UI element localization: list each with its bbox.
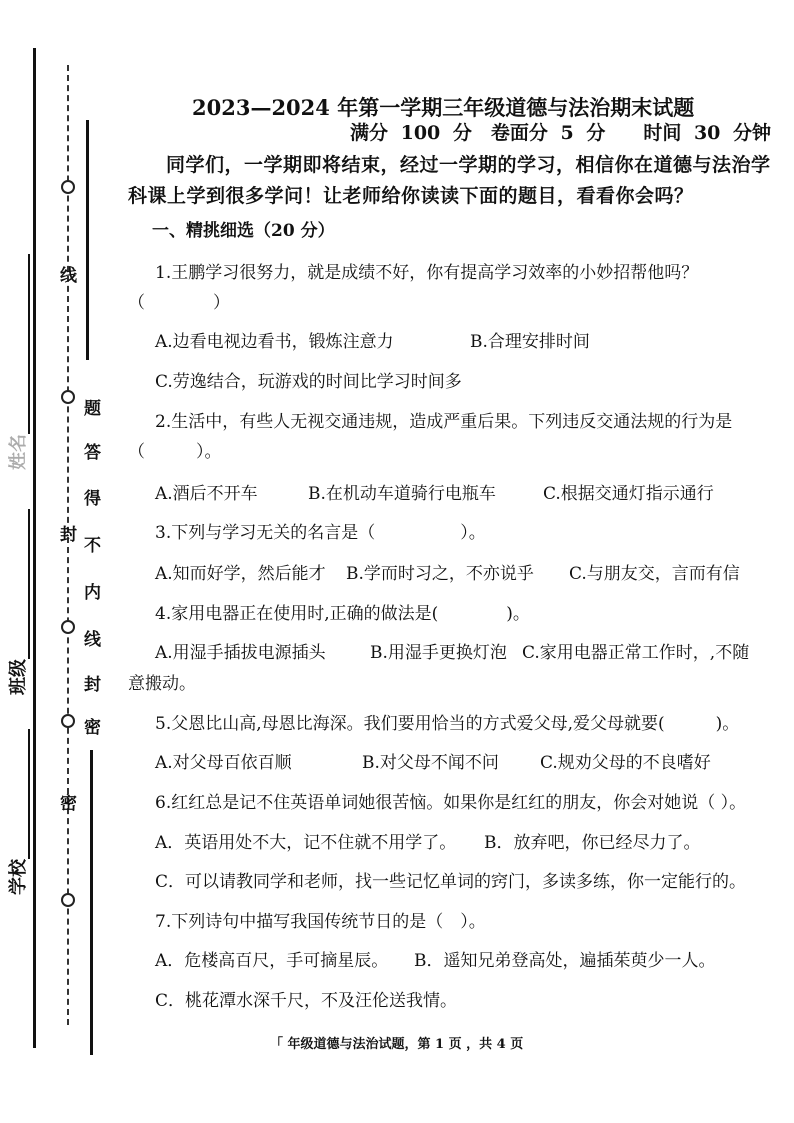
question-3-option-b[interactable]: B.学而时习之，不亦说乎	[346, 564, 534, 584]
page-footer: 「 年级道德与法治试题，第 1 页 ，共 4 页	[270, 1037, 524, 1052]
margin-char-feng: 封	[60, 525, 77, 545]
binding-hole-circle	[61, 714, 75, 728]
question-1-stem: 1.王鹏学习很努力，就是成绩不好，你有提高学习效率的小妙招帮他吗？	[155, 263, 699, 283]
class-label: 班级	[8, 659, 29, 695]
question-4-option-c-continued: 意搬动。	[128, 674, 196, 694]
question-2-answer-blank[interactable]: （ ）。	[128, 442, 222, 462]
question-2-option-c[interactable]: C.根据交通灯指示通行	[543, 484, 714, 504]
class-field[interactable]	[4, 509, 30, 695]
exam-subtitle: 满分 100 分 卷面分 5 分 时间 30 分钟	[350, 122, 772, 144]
margin-char-de: 得	[84, 489, 101, 509]
school-blank[interactable]	[8, 729, 30, 859]
margin-inner-line-top	[86, 120, 89, 360]
question-2-option-b[interactable]: B.在机动车道骑行电瓶车	[308, 484, 496, 504]
question-6-option-a[interactable]: A．英语用处不大，记不住就不用学了。	[155, 833, 457, 853]
question-2-option-a[interactable]: A.酒后不开车	[155, 484, 258, 504]
binding-hole-circle	[61, 620, 75, 634]
question-4-option-a[interactable]: A.用湿手插拔电源插头	[155, 643, 326, 663]
name-blank[interactable]	[8, 254, 30, 434]
margin-char-mi: 密	[60, 794, 77, 814]
school-field[interactable]	[4, 729, 30, 895]
question-3-stem: 3.下列与学习无关的名言是（ ）。	[155, 523, 486, 543]
margin-char-feng: 封	[84, 675, 101, 695]
question-5-option-c[interactable]: C.规劝父母的不良嗜好	[540, 753, 711, 773]
binding-hole-circle	[61, 180, 75, 194]
dashed-cut-line	[67, 65, 69, 1025]
margin-outer-line	[33, 48, 36, 1048]
question-1-option-a[interactable]: A.边看电视边看书，锻炼注意力	[155, 332, 394, 352]
school-label: 学校	[8, 859, 29, 895]
question-3-option-c[interactable]: C.与朋友交，言而有信	[569, 564, 740, 584]
question-3-option-a[interactable]: A.知而好学，然后能才	[155, 564, 326, 584]
binding-hole-circle	[61, 893, 75, 907]
class-blank[interactable]	[8, 509, 30, 659]
section-heading: 一、精挑细选（20 分）	[152, 221, 335, 241]
margin-inner-line-bottom	[90, 750, 93, 1055]
question-6-stem: 6.红红总是记不住英语单词她很苦恼。如果你是红红的朋友，你会对她说（ ）。	[155, 793, 747, 813]
margin-char-da: 答	[84, 443, 101, 463]
margin-char-xian: 线	[60, 266, 77, 286]
margin-char-mi: 密	[84, 718, 101, 738]
question-1-answer-blank[interactable]: （ ）	[128, 293, 230, 313]
question-5-option-a[interactable]: A.对父母百依百顺	[155, 753, 292, 773]
intro-paragraph: 同学们，一学期即将结束，经过一学期的学习，相信你在道德与法治学科课上学到很多学问！让老师给你读读下面的题目，看看你会吗？	[128, 154, 771, 207]
question-6-option-c[interactable]: C．可以请教同学和老师，找一些记忆单词的窍门，多读多练，你一定能行的。	[155, 872, 747, 892]
name-field[interactable]	[4, 254, 30, 470]
question-2-stem: 2.生活中，有些人无视交通违规，造成严重后果。下列违反交通法规的行为是	[155, 412, 733, 432]
question-5-stem: 5.父恩比山高,母恩比海深。我们要用恰当的方式爱父母,爱父母就要( )。	[155, 714, 740, 734]
question-7-option-b[interactable]: B．遥知兄弟登高处，遍插茱萸少一人。	[414, 951, 716, 971]
question-7-option-a[interactable]: A．危楼高百尺，手可摘星辰。	[155, 951, 389, 971]
question-7-option-c[interactable]: C．桃花潭水深千尺，不及汪伦送我情。	[155, 991, 458, 1011]
question-5-option-b[interactable]: B.对父母不闻不问	[362, 753, 499, 773]
question-1-option-c[interactable]: C.劳逸结合，玩游戏的时间比学习时间多	[155, 372, 462, 392]
binding-hole-circle	[61, 390, 75, 404]
margin-char-bu: 不	[84, 536, 101, 556]
question-4-option-c[interactable]: C.家用电器正常工作时，,不随	[522, 643, 750, 663]
question-6-option-b[interactable]: B．放弃吧，你已经尽力了。	[484, 833, 701, 853]
question-4-option-b[interactable]: B.用湿手更换灯泡	[370, 643, 507, 663]
margin-char-nei: 内	[84, 583, 101, 603]
question-7-stem: 7.下列诗句中描写我国传统节日的是（ ）。	[155, 912, 486, 932]
question-4-stem: 4.家用电器正在使用时,正确的做法是( )。	[155, 604, 530, 624]
exam-title: 2023—2024 年第一学期三年级道德与法治期末试题	[192, 95, 695, 120]
margin-char-xian: 线	[84, 630, 101, 650]
question-1-option-b[interactable]: B.合理安排时间	[470, 332, 590, 352]
name-label: 姓名	[8, 434, 29, 470]
margin-char-ti: 题	[84, 399, 101, 419]
